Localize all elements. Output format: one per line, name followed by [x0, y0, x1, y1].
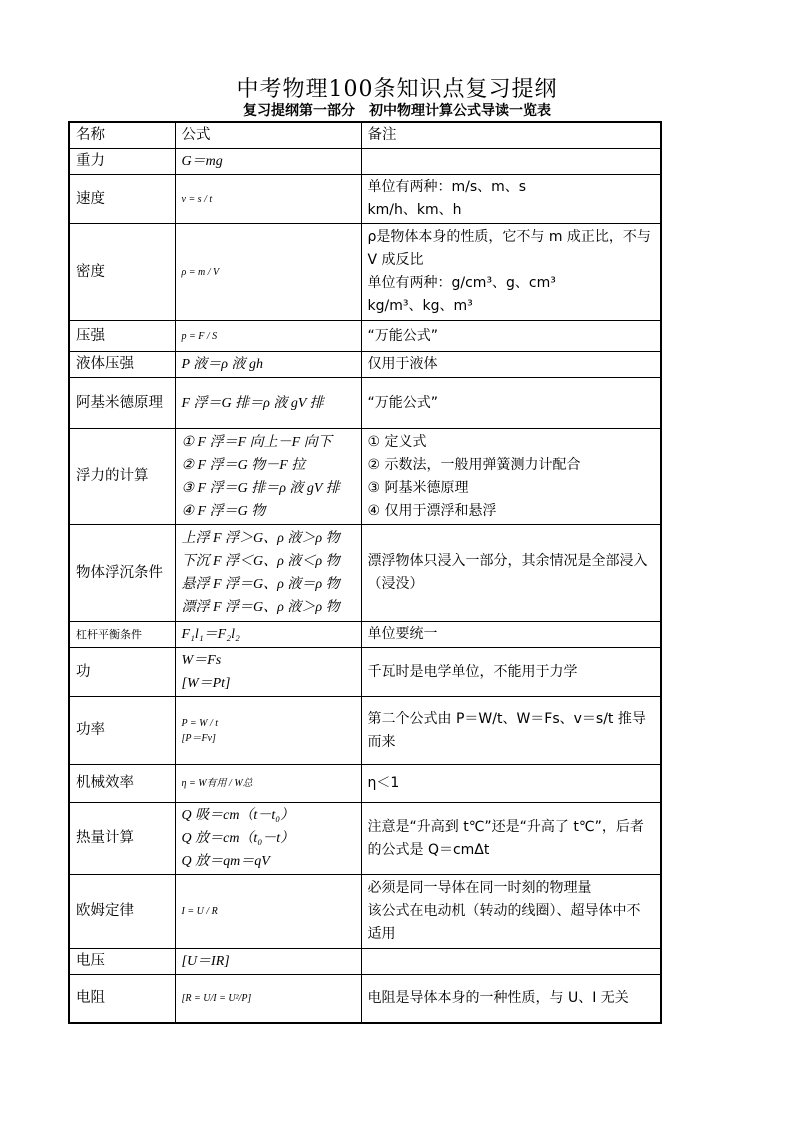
note-line: ④ 仅用于漂浮和悬浮: [367, 502, 497, 519]
formula-line: [P＝Fv]: [181, 732, 216, 744]
row-note: [361, 321, 661, 352]
row-note: [361, 949, 661, 975]
row-note: [361, 224, 661, 321]
row-formula: [175, 697, 361, 765]
table-row: [69, 697, 661, 765]
row-name: 功率: [69, 697, 175, 765]
table-row: [69, 622, 661, 648]
row-name: 液体压强: [69, 352, 175, 378]
note-line: 第二个公式由 P＝W/t、W＝Fs、v＝s/t 推导而来: [367, 710, 646, 750]
formula-line: 下沉 F 浮＜G、ρ 液＜ρ 物: [181, 554, 340, 569]
formula-line: 上浮 F 浮＞G、ρ 液＞ρ 物: [181, 531, 340, 546]
formula-line: ④ F 浮＝G 物: [181, 503, 266, 519]
formula-line: [U＝IR]: [181, 954, 230, 969]
formula-line: [R = U/I = U²/P]: [181, 992, 252, 1004]
row-formula: [175, 224, 361, 321]
formula-line: Q 放＝cm（t₀－t）: [181, 831, 295, 846]
row-name: 压强: [69, 321, 175, 352]
note-line: 该公式在电动机（转动的线圈）、超导体中不适用: [367, 903, 641, 942]
row-note: [361, 429, 661, 525]
note-line: kg/m³、kg、m³: [367, 298, 473, 314]
formula-line: ② F 浮＝G 物－F 拉: [181, 457, 306, 473]
row-formula: [175, 378, 361, 429]
formula-line: F₁l₁＝F₂l₂: [181, 627, 240, 642]
note-line: 必须是同一导体在同一时刻的物理量: [367, 880, 592, 896]
note-line: 千瓦时是电学单位，不能用于力学: [367, 663, 578, 680]
table-row: [69, 175, 661, 224]
row-note: [361, 378, 661, 429]
note-line: 电阻是导体本身的一种性质，与 U、I 无关: [367, 989, 629, 1006]
note-line: 单位要统一: [367, 626, 438, 642]
formula-table: [68, 121, 662, 1024]
row-note: [361, 765, 661, 803]
note-line: 单位有两种：g/cm³、g、cm³: [367, 275, 556, 291]
row-name: 机械效率: [69, 765, 175, 803]
note-line: ② 示数法，一般用弹簧测力计配合: [367, 456, 581, 473]
row-note: [361, 803, 661, 875]
table-row: [69, 149, 661, 175]
row-name: 重力: [69, 149, 175, 175]
formula-line: p = F / S: [181, 330, 218, 342]
row-note: [361, 697, 661, 765]
formula-line: P 液＝ρ 液 gh: [181, 357, 264, 372]
document-title: 中考物理100条知识点复习提纲: [236, 77, 558, 102]
formula-line: F 浮＝G 排＝ρ 液 gV 排: [181, 395, 324, 411]
row-note: [361, 648, 661, 697]
table-row: [69, 875, 661, 949]
formula-line: P = W / t: [181, 717, 219, 729]
formula-line: Q 吸＝cm（t－t₀）: [181, 808, 295, 823]
row-name: 功: [69, 648, 175, 697]
formula-line: 漂浮 F 浮＝G、ρ 液＞ρ 物: [181, 600, 340, 615]
row-name: 杠杆平衡条件: [69, 622, 175, 648]
row-formula: [175, 429, 361, 525]
note-line: 漂浮物体只浸入一部分，其余情况是全部浸入（浸没）: [367, 553, 648, 592]
row-formula: [175, 949, 361, 975]
row-name: 电阻: [69, 975, 175, 1023]
header-name: 名称: [69, 122, 175, 149]
row-name: 热量计算: [69, 803, 175, 875]
header-formula: 公式: [175, 122, 361, 149]
row-formula: [175, 525, 361, 622]
note-line: 仅用于液体: [367, 356, 438, 372]
table-row: [69, 378, 661, 429]
table-row: [69, 352, 661, 378]
note-line: η＜1: [367, 775, 400, 791]
table-row: [69, 648, 661, 697]
table-row: [69, 224, 661, 321]
row-name: 欧姆定律: [69, 875, 175, 949]
table-row: [69, 803, 661, 875]
formula-line: ③ F 浮＝G 排＝ρ 液 gV 排: [181, 480, 340, 496]
table-row: [69, 525, 661, 622]
row-formula: [175, 352, 361, 378]
note-line: 单位有两种：m/s、m、s: [367, 179, 527, 195]
row-note: [361, 525, 661, 622]
table-row: [69, 765, 661, 803]
row-note: [361, 175, 661, 224]
note-line: ① 定义式: [367, 433, 427, 450]
row-formula: [175, 175, 361, 224]
table-row: [69, 321, 661, 352]
row-note: [361, 149, 661, 175]
table-row: [69, 949, 661, 975]
row-formula: [175, 875, 361, 949]
formula-line: v = s / t: [181, 193, 213, 205]
row-name: 阿基米德原理: [69, 378, 175, 429]
row-formula: [175, 149, 361, 175]
row-name: 浮力的计算: [69, 429, 175, 525]
row-name: 密度: [69, 224, 175, 321]
note-line: “万能公式”: [367, 394, 439, 411]
table-body: [69, 149, 661, 1023]
row-formula: [175, 622, 361, 648]
formula-line: [W＝Pt]: [181, 676, 231, 691]
table-row: [69, 429, 661, 525]
formula-line: ρ = m / V: [181, 266, 220, 278]
row-formula: [175, 321, 361, 352]
row-note: [361, 975, 661, 1023]
row-formula: [175, 765, 361, 803]
document-subtitle: 复习提纲第一部分 初中物理计算公式导读一览表: [243, 103, 551, 119]
note-line: “万能公式”: [367, 327, 439, 344]
row-name: 物体浮沉条件: [69, 525, 175, 622]
formula-line: I = U / R: [181, 906, 218, 917]
formula-line: ① F 浮＝F 向上－F 向下: [181, 434, 332, 450]
row-note: [361, 352, 661, 378]
row-note: [361, 875, 661, 949]
formula-line: W＝Fs: [181, 653, 222, 668]
note-line: km/h、km、h: [367, 202, 462, 218]
formula-line: η = W有用 / W总: [181, 778, 253, 789]
formula-line: 悬浮 F 浮＝G、ρ 液＝ρ 物: [181, 577, 340, 592]
row-formula: [175, 975, 361, 1023]
formula-line: Q 放＝qm＝qV: [181, 854, 270, 869]
row-name: 速度: [69, 175, 175, 224]
formula-line: G＝mg: [181, 154, 223, 169]
note-line: 注意是“升高到 t℃”还是“升高了 t℃”，后者的公式是 Q＝cmΔt: [367, 818, 644, 858]
note-line: ③ 阿基米德原理: [367, 479, 469, 496]
row-name: 电压: [69, 949, 175, 975]
table-row: [69, 975, 661, 1023]
row-formula: [175, 648, 361, 697]
row-note: [361, 622, 661, 648]
table-header-row: [69, 122, 661, 149]
note-line: ρ是物体本身的性质，它不与 m 成正比，不与 V 成反比: [367, 229, 651, 268]
row-formula: [175, 803, 361, 875]
header-note: 备注: [361, 122, 661, 149]
